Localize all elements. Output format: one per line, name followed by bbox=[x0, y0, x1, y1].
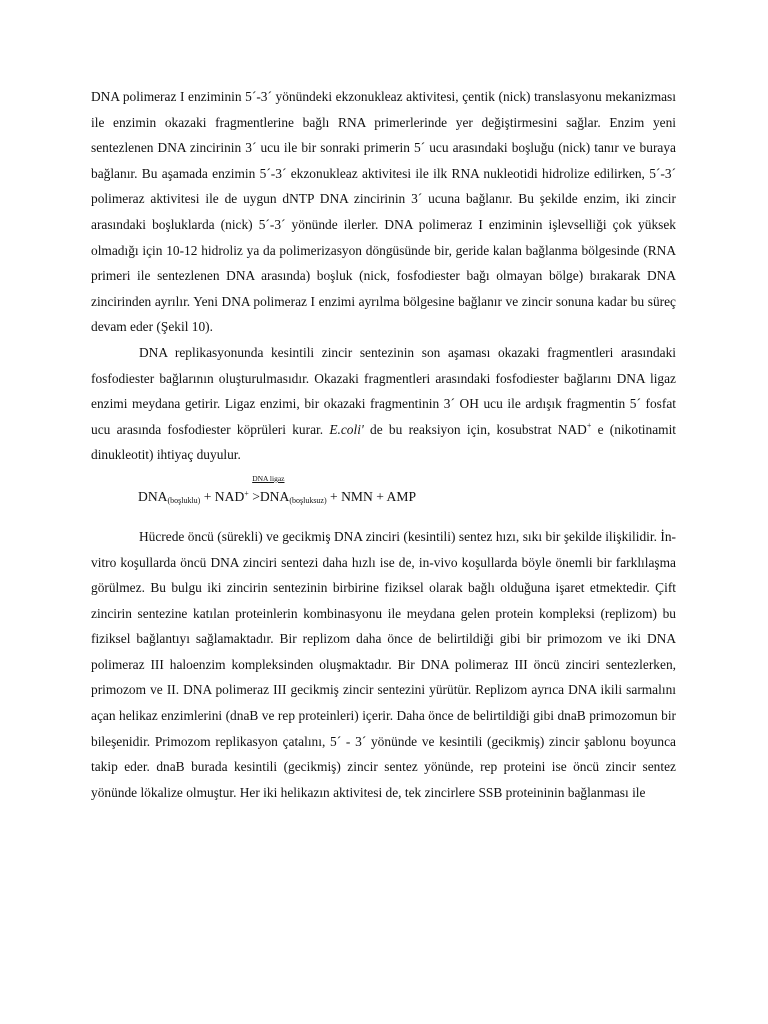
equation-dna-right: DNA bbox=[259, 488, 290, 504]
equation-arrow bbox=[252, 473, 285, 510]
equation-sub-sealed: (boşluksuz) bbox=[289, 495, 327, 505]
paragraph-ligase-cont: de bu reaksiyon için, kosubstrat NAD bbox=[363, 421, 587, 437]
document-page bbox=[91, 84, 676, 805]
paragraph-polymerase-nick-translation: DNA polimeraz I enziminin 5´-3´ yönündeki ekzonukleaz aktivitesi, çentik (nick) translasyonu mekanizması ile enzimin okazaki fragmentlerine bağlı RNA primerlerinde yer değiştirmesini sağlar. Enzim yeni sentezlenen DNA zincirinin 3´ ucu ile bir sonraki primerin 5´ ucu arasındaki boşluğu (nick) tanır ve buraya bağlanır. Bu aşamada enzimin 5´-3´ ekzonukleaz aktivitesi ile ilk RNA nukleotidi hidrolize edilirken, 5´-3´ polimeraz aktivitesi ile de uygun dNTP DNA zincirinin 3´ ucuna bağlanır. Bu şekilde enzim, iki zincir arasındaki boşluklarda (nick) 5´-3´ yönünde ilerler. DNA polimeraz I enziminin işlevselliği çok yüksek olmadığı için 10-12 hidroliz ya da polimerizasyon döngüsünde bir, geride kalan bağlanma bölgesinde (RNA primeri ile sentezlenen DNA arasında) boşluk (nick, fosfodiester bağı olmayan bölge) bırakarak DNA zincirinden ayrılır. Yeni DNA polimeraz I enzimi ayrılma bölgesine bağlanır ve zincir sonuna kadar bu süreç devam eder (Şekil 10). bbox=[91, 89, 676, 335]
equation-arrow-symbol: > bbox=[252, 488, 260, 504]
equation-sub-gapped: (boşluklu) bbox=[167, 495, 201, 505]
equation-products: + NMN + AMP bbox=[326, 488, 417, 504]
equation-plus-nad: + NAD bbox=[200, 488, 245, 504]
ligase-reaction-equation bbox=[138, 473, 676, 510]
nad-superscript: + bbox=[586, 420, 592, 430]
paragraph-ligase-end: e (nikotinamit dinukleotit) ihtiyaç duyulur. bbox=[91, 421, 677, 463]
ecoli-italic: E.coli' bbox=[329, 421, 364, 437]
equation-arrow-label: DNA ligaz bbox=[252, 473, 285, 483]
equation-dna-left: DNA bbox=[138, 488, 168, 504]
equation-nad-superscript: + bbox=[244, 488, 249, 498]
paragraph-dna-ligase bbox=[91, 340, 676, 468]
paragraph-ligase-text: DNA replikasyonunda kesintili zincir sentezinin son aşaması okazaki fragmentleri arasındaki fosfodiester bağlarının oluşturulmasıdır. Okazaki fragmentleri arasındaki fosfodiester bağlarını DNA ligaz enzimi meydana getirir. Ligaz enzimi, bir okazaki fragmentinin 3´ OH ucu ile ardışık fragmentin 5´ fosfat ucu arasında fosfodiester köprüleri kurar. bbox=[91, 344, 676, 437]
paragraph-replisome: Hücrede öncü (sürekli) ve gecikmiş DNA zinciri (kesintili) sentez hızı, sıkı bir şekilde ilişkilidir. İn-vitro koşullarda öncü DNA zinciri sentezi daha hızlı ise de, in-vivo koşullarda böyle önemli bir farklılaşma görülmez. Bu bulgu iki zincirin sentezinin birbirine fiziksel olarak bağlı olduğuna işaret etmektedir. Çift zincirin sentezine katılan proteinlerin kombinasyonu ile meydana gelen protein kompleksi (replizom) bu fiziksel bağlantıyı sağlamaktadır. Bir replizom daha önce de belirtildiği gibi bir primozom ve iki DNA polimeraz III haloenzim kompleksinden oluşmaktadır. Bir DNA polimeraz III öncü zinciri sentezlerken, primozom ve II. DNA polimeraz III gecikmiş zincir sentezini yürütür. Replizom ayrıca DNA ikili sarmalını açan helikaz enzimlerini (dnaB ve rep proteinleri) içerir. Daha önce de belirtildiği gibi dnaB primozomun bir bileşenidir. Primozom replikasyon çatalını, 5´ - 3´ yönünde ve kesintili (gecikmiş) zincir şablonu boyunca takip eder. dnaB burada kesintili (gecikmiş) zincir sentez yönünde, rep proteini ise öncü zincir sentez yönünde lökalize olmuştur. Her iki helikazın aktivitesi de, tek zincirlere SSB proteininin bağlanması ile bbox=[91, 528, 676, 800]
